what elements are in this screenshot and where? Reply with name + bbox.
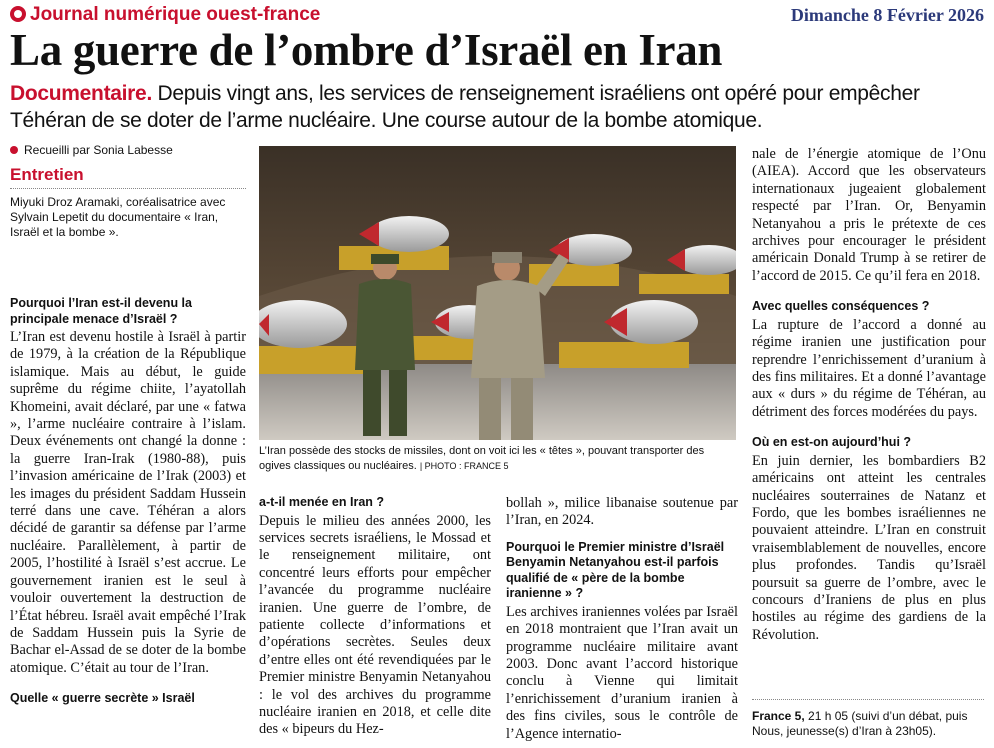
- bullet-icon: [10, 146, 18, 154]
- column-1: [10, 296, 246, 709]
- photo-caption: [259, 444, 736, 474]
- question-3: Pourquoi le Premier ministre d’Israël Benyamin Netanyahou est-il parfois qualifié de « père de la bombe iranienne » ?: [506, 539, 725, 601]
- brand-icon: [10, 6, 26, 22]
- divider: [752, 699, 984, 700]
- brand-logo[interactable]: [10, 4, 320, 26]
- article-headline: La guerre de l’ombre d’Israël en Iran: [10, 25, 723, 75]
- missile-photo: [259, 146, 736, 440]
- answer-2-continued: bollah », milice libanaise soutenue par l’Iran, en 2024.: [506, 495, 738, 529]
- lede-text: Depuis vingt ans, les services de renseignement israéliens ont opéré pour empêcher Téhéran de se doter de l’arme nucléaire. Une course autour de la bombe atomique.: [10, 82, 920, 132]
- answer-3-continued: nale de l’énergie atomique de l’Onu (AIEA). Accord que les observateurs internationaux jugeaient globalement respecté par l’Iran. Or, Benyamin Netanyahou a pris le prétexte de ces archives pour encourager le président américain Donald Trump à se retirer de l’accord de 2015. Ce qu’il fera en 2018.: [752, 146, 986, 284]
- lede-kicker: Documentaire.: [10, 82, 152, 105]
- question-5: Où en est-on aujourd’hui ?: [752, 435, 912, 450]
- question-2-start: Quelle « guerre secrète » Israël: [10, 691, 195, 706]
- column-2: [259, 495, 491, 748]
- column-3: [506, 495, 738, 748]
- brand-name: Journal numérique ouest-france: [30, 4, 321, 25]
- answer-2: Depuis le milieu des années 2000, les services secrets israéliens, le Mossad et le renseignement militaire, ont concentré leurs efforts pour empêcher l’avancée du programme nucléaire iranien. Une guerre de l’ombre, de patiente collecte d’informations et d’opérations secrètes. Seules deux d’entre elles ont été revendiquées par le Premier ministre Benyamin Netanyahou : le vol des archives du programme nucléaire iranien en 2018, et celle dite des « bipeurs du Hez-: [259, 512, 491, 738]
- question-1: Pourquoi l’Iran est-il devenu la principale menace d’Israël ?: [10, 296, 192, 326]
- caption-text: L’Iran possède des stocks de missiles, dont on voit ici les « têtes », pouvant transporter des ogives classiques ou nucléaires.: [259, 445, 705, 472]
- publication-date: Dimanche 8 Février 2026: [790, 5, 984, 25]
- column-4: [752, 146, 986, 658]
- photo-credit: | PHOTO : FRANCE 5: [419, 461, 509, 471]
- left-column: [10, 143, 246, 240]
- byline: [10, 143, 246, 157]
- section-label: Entretien: [10, 165, 246, 189]
- broadcast-info: [752, 709, 988, 739]
- article-lede: [10, 80, 990, 134]
- answer-1: L’Iran est devenu hostile à Israël à partir de 1979, à la création de la République islamique. Mais au début, le guide suprême du régime chiite, l’ayatollah Khomeini, avait déclaré, par une « fatwa », l’arme nucléaire contraire à l’islam. Deux événements ont changé la donne : la guerre Iran-Irak (1980-88), puis l’invasion américaine de l’Irak (2003) et les images du président Saddam Hussein terré dans une cave. Téhéran a alors décidé de garantir sa défense par l’arme nucléaire. Parallèlement, à partir de 2005, l’hostilité à Israël s’est accrue. Le gouvernement iranien est le seul à vouloir ouvertement la destruction de l’État hébreu. Israël avait empêché l’Irak de Saddam Hussein puis la Syrie de Bachar el-Assad de se doter de la bombe atomique. C’était au tour de l’Iran.: [10, 329, 246, 676]
- question-2-end: a-t-il menée en Iran ?: [259, 495, 385, 509]
- answer-3: Les archives iraniennes volées par Israël en 2018 montraient que l’Iran avait un programme nucléaire militaire avant 2003. Donc avant l’accord historique conclu à Vienne qui limitait l’enrichissement d’uranium iranien à des fins civiles, sous le contrôle de l’Agence internatio-: [506, 603, 738, 742]
- broadcast-details: 21 h 05 (suivi d’un débat, puis Nous, jeunesse(s) d’Iran à 23h05).: [752, 709, 968, 738]
- answer-5: En juin dernier, les bombardiers B2 américains ont atteint les centrales nucléaires souterraines de Natanz et Fordo, que les bombes israéliennes ne pouvaient atteindre. L’Iran en construit vraisemblablement de nouvelles, encore plus profondes. Tandis qu’Israël poursuit sa guerre de l’ombre, avec le concours d’Iraniens de plus en plus hostiles au régime des gardiens de la Révolution.: [752, 452, 986, 643]
- answer-4: La rupture de l’accord a donné au régime iranien une justification pour reprendre l’enrichissement d’uranium à des fins militaires. Et a donné l’avantage aux « durs » du régime de Téhéran, au détriment des forces modérées du pays.: [752, 316, 986, 420]
- broadcast-channel: France 5,: [752, 709, 805, 723]
- byline-text: Recueilli par Sonia Labesse: [24, 143, 173, 157]
- interviewee-intro: Miyuki Droz Aramaki, coréalisatrice avec Sylvain Lepetit du documentaire « Iran, Israël et la bombe ».: [10, 195, 226, 239]
- question-4: Avec quelles conséquences ?: [752, 299, 930, 314]
